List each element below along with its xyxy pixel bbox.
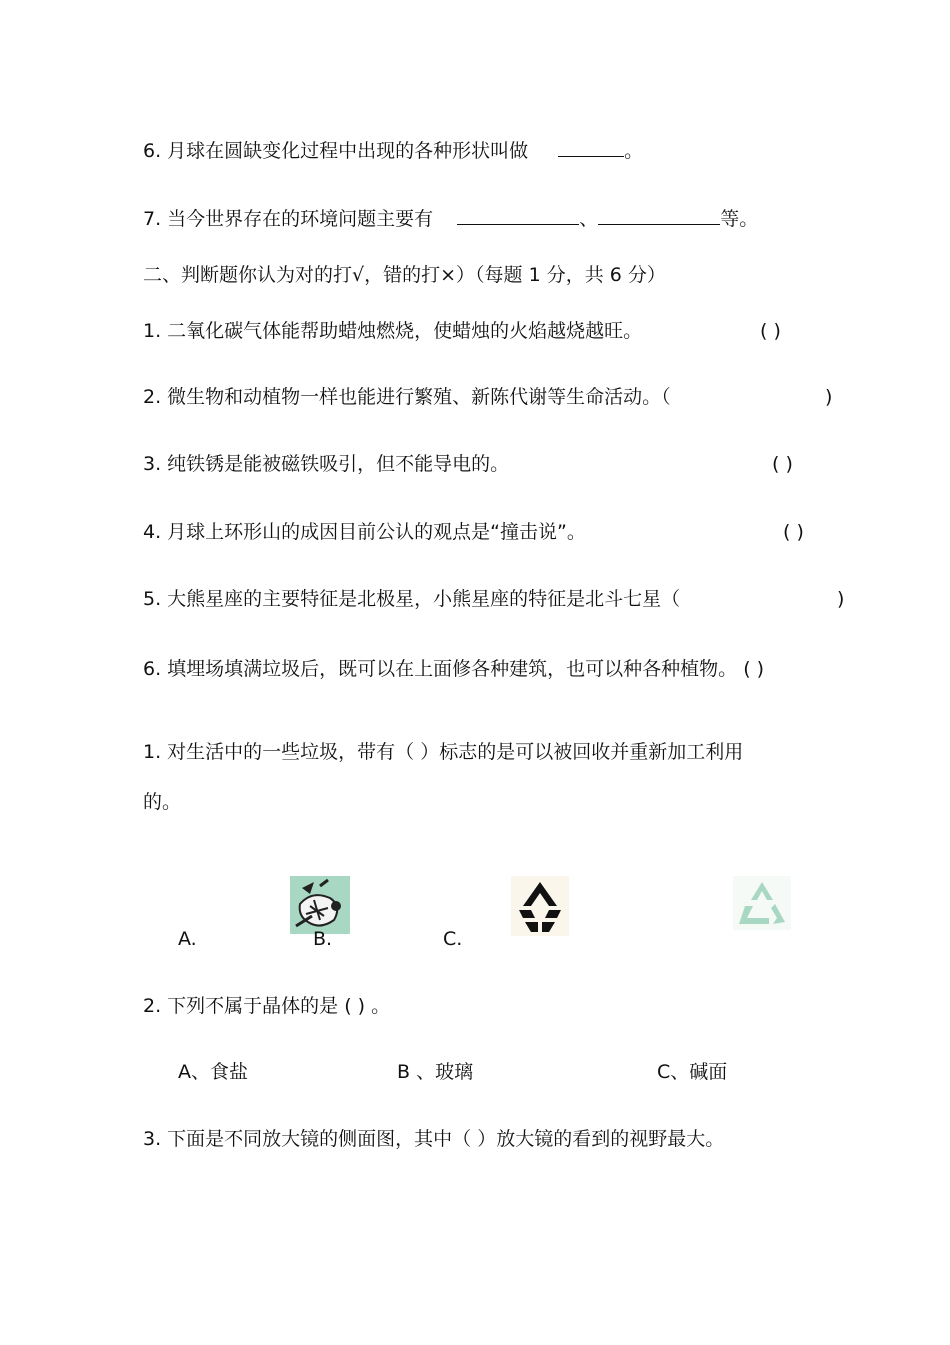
judge-item-2-answer[interactable]: )	[825, 386, 833, 408]
answer-blank[interactable]	[558, 137, 624, 157]
question-7-separator: 、	[579, 208, 599, 230]
question-6-text: 6. 月球在圆缺变化过程中出现的各种形状叫做	[143, 140, 529, 162]
answer-blank-2[interactable]	[598, 205, 720, 225]
choice-q1-option-a[interactable]: A.	[178, 928, 197, 950]
choice-q2-option-a[interactable]: A、食盐	[178, 1061, 248, 1083]
question-7-end: 等。	[720, 208, 759, 230]
section-2-heading: 二、判断题你认为对的打√，错的打×）（每题 1 分，共 6 分）	[143, 264, 666, 286]
judge-item-1-answer[interactable]: ( )	[760, 320, 781, 342]
choice-q1-option-b[interactable]: B.	[313, 928, 333, 950]
question-7-fill	[143, 205, 758, 232]
recycle-green-icon[interactable]	[733, 876, 791, 930]
question-7-text: 7. 当今世界存在的环境问题主要有	[143, 208, 434, 230]
choice-q1-line1: 1. 对生活中的一些垃圾，带有（ ）标志的是可以被回收并重新加工利用	[143, 741, 744, 763]
recycle-black-icon[interactable]	[511, 876, 569, 936]
choice-q3: 3. 下面是不同放大镜的侧面图，其中（ ）放大镜的看到的视野最大。	[143, 1128, 725, 1150]
judge-item-5-answer[interactable]: )	[837, 588, 845, 610]
choice-q2-option-b[interactable]: B 、玻璃	[397, 1061, 474, 1083]
judge-item-6: 6. 填埋场填满垃圾后，既可以在上面修各种建筑，也可以种各种植物。 ( )	[143, 658, 765, 680]
judge-item-3-answer[interactable]: ( )	[772, 453, 793, 475]
question-6-fill	[143, 137, 643, 164]
choice-q1-option-c[interactable]: C.	[443, 928, 463, 950]
judge-item-4-answer[interactable]: ( )	[783, 521, 804, 543]
answer-blank-1[interactable]	[457, 205, 579, 225]
judge-item-3: 3. 纯铁锈是能被磁铁吸引，但不能导电的。	[143, 453, 510, 475]
judge-item-2: 2. 微生物和动植物一样也能进行繁殖、新陈代谢等生命活动。（	[143, 386, 671, 408]
choice-q2-option-c[interactable]: C、碱面	[657, 1061, 728, 1083]
choice-q2: 2. 下列不属于晶体的是 ( ) 。	[143, 995, 391, 1017]
judge-item-1: 1. 二氧化碳气体能帮助蜡烛燃烧，使蜡烛的火焰越烧越旺。	[143, 320, 643, 342]
judge-item-5: 5. 大熊星座的主要特征是北极星，小熊星座的特征是北斗七星（	[143, 588, 681, 610]
choice-q1-line2: 的。	[143, 791, 182, 813]
question-6-end: 。	[624, 140, 644, 162]
judge-item-4: 4. 月球上环形山的成因目前公认的观点是“撞击说”。	[143, 521, 586, 543]
